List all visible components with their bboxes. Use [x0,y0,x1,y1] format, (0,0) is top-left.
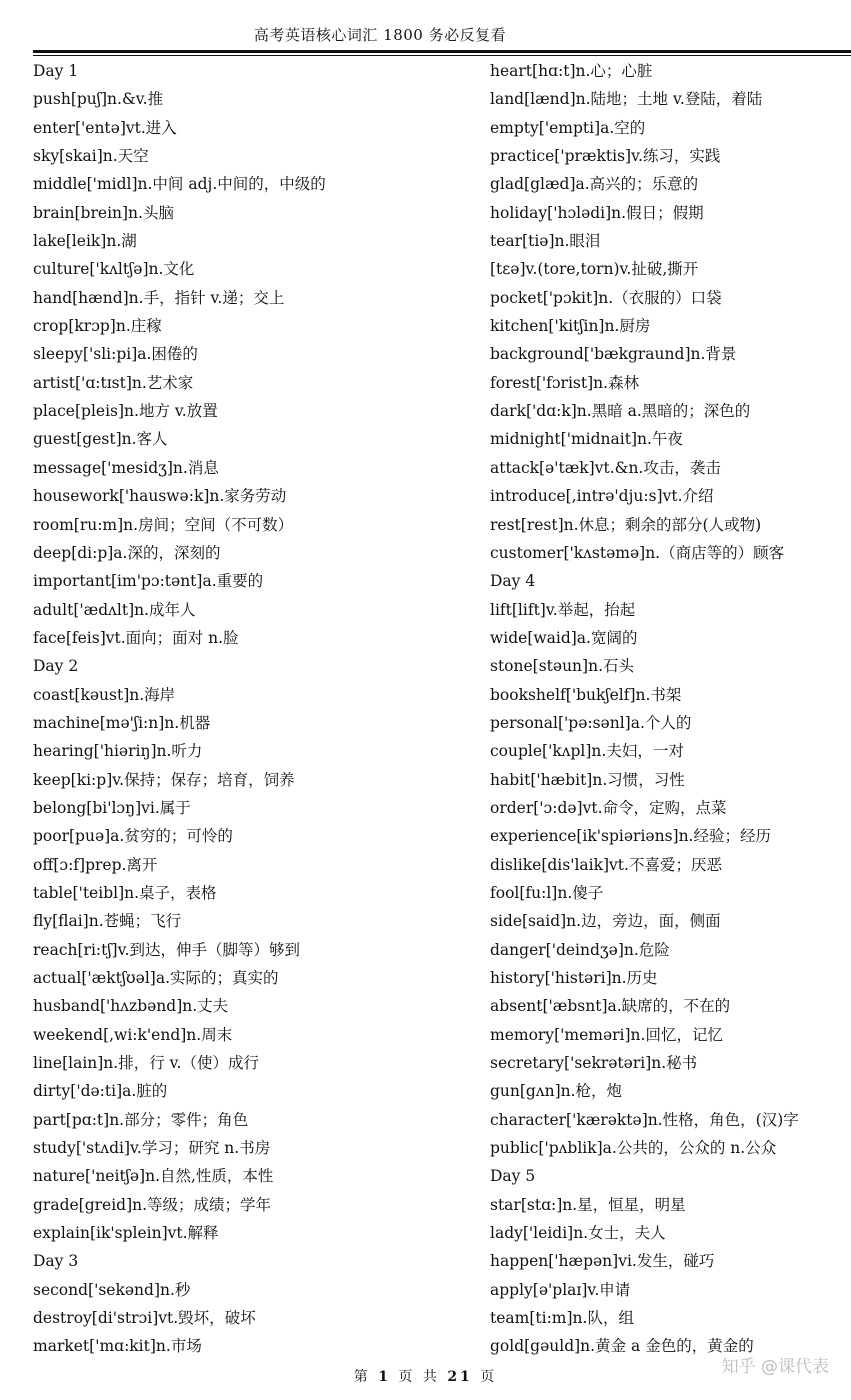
vocab-entry: dirty['də:ti]a.脏的 [33,1082,168,1101]
header-rule-thick [33,50,851,53]
vocab-entry: guest[gest]n.客人 [33,430,168,449]
vocab-entry: fly[flai]n.苍蝇；飞行 [33,912,182,931]
vocab-entry: history['histəri]n.历史 [490,969,658,987]
day-heading: Day 1 [33,62,79,80]
vocab-entry: attack[ə'tæk]vt.&n.攻击，袭击 [490,458,721,477]
vocab-entry: poor[puə]a.贫穷的；可怜的 [33,827,233,846]
vocab-entry: sleepy['sli:pi]a.困倦的 [33,345,198,364]
footer-page-number: 1 [378,1369,391,1385]
vocab-entry: secretary['sekrətəri]n.秘书 [490,1054,698,1073]
vocab-entry: hearing['hiəriŋ]n.听力 [33,742,203,761]
vocab-entry: experience[ik'spiəriəns]n.经验；经历 [490,827,771,846]
vocab-entry: apply[ə'plaɪ]v.申请 [490,1280,631,1299]
vocab-entry: husband['hʌzbənd]n.丈夫 [33,997,229,1016]
vocab-entry: deep[di:p]a.深的，深刻的 [33,543,221,562]
vocab-entry: dark['dɑ:k]n.黑暗 a.黑暗的；深色的 [490,402,751,421]
vocab-entry: nature['neitʃə]n.自然,性质，本性 [33,1167,274,1186]
vocab-entry: star[stɑ:]n.星，恒星，明星 [490,1195,686,1214]
footer-total-pages: 21 [447,1369,473,1385]
day-heading: Day 4 [490,572,536,591]
day-heading: Day 2 [33,657,79,676]
vocab-entry: order['ɔ:də]vt.命令，定购，点菜 [490,798,727,817]
vocab-entry: lake[leik]n.湖 [33,232,137,251]
vocab-entry: character['kærəktə]n.性格，角色，(汉)字 [490,1110,799,1129]
vocab-entry: team[ti:m]n.队，组 [490,1309,634,1328]
vocab-entry: forest['fɔrist]n.森林 [490,373,640,392]
vocab-entry: important[im'pɔ:tənt]a.重要的 [33,572,264,591]
vocab-entry: dislike[dis'laik]vt.不喜爱；厌恶 [490,855,722,874]
vocab-entry: customer['kʌstəmə]n.（商店等的）顾客 [490,543,785,562]
vocab-entry: study['stʌdi]v.学习；研究 n.书房 [33,1139,271,1158]
vocab-entry: memory['meməri]n.回忆，记忆 [490,1025,723,1044]
vocab-entry: machine[mə'ʃi:n]n.机器 [33,713,211,732]
vocab-entry: background['bækgraund]n.背景 [490,345,737,364]
vocab-entry: reach[ri:tʃ]v.到达，伸手（脚等）够到 [33,940,300,959]
vocab-entry: artist['ɑ:tɪst]n.艺术家 [33,373,194,392]
vocab-entry: habit['hæbit]n.习惯，习性 [490,770,685,789]
vocab-entry: destroy[di'strɔi]vt.毁坏，破坏 [33,1309,256,1328]
vocab-entry: introduce[,intrə'dju:s]vt.介绍 [490,487,714,506]
right-column [490,57,851,1361]
vocab-entry: holiday['hɔlədi]n.假日；假期 [490,203,704,222]
vocab-entry: hand[hænd]n.手，指针 v.递；交上 [33,288,285,307]
vocab-entry: grade[greid]n.等级；成绩；学年 [33,1195,272,1214]
vocab-entry: couple['kʌpl]n.夫妇，一对 [490,742,684,761]
vocab-entry: heart[hɑ:t]n.心；心脏 [490,62,653,80]
vocab-entry: land[lænd]n.陆地；土地 v.登陆，着陆 [490,90,763,109]
vocab-entry: keep[ki:p]v.保持；保存；培育，饲养 [33,770,295,789]
vocab-entry: weekend[,wi:k'end]n.周末 [33,1025,233,1044]
vocab-entry: [tεə]v.(tore,torn)v.扯破,撕开 [490,260,699,279]
vocab-entry: brain[brein]n.头脑 [33,203,174,222]
vocab-entry: line[lain]n.排，行 v.（使）成行 [33,1054,259,1073]
vocab-entry: adult['ædʌlt]n.成年人 [33,600,196,619]
vocab-entry: tear[tiə]n.眼泪 [490,232,601,251]
day-heading: Day 3 [33,1252,79,1271]
vocab-entry: practice['præktis]v.练习，实践 [490,147,721,166]
vocab-entry: happen['hæpən]vi.发生，碰巧 [490,1252,715,1271]
vocab-entry: table['teibl]n.桌子，表格 [33,883,217,902]
page-header: 高考英语核心词汇 1800 务必反复看 [253,26,507,44]
vocab-entry: stone[stəun]n.石头 [490,657,634,676]
vocab-entry: culture['kʌltʃə]n.文化 [33,260,195,279]
footer-prefix: 第 [353,1369,371,1385]
vocab-entry: empty['empti]a.空的 [490,118,646,137]
vocab-entry: second['sekənd]n.秒 [33,1280,191,1299]
vocab-entry: middle['midl]n.中间 adj.中间的，中级的 [33,175,326,194]
vocab-entry: pocket['pɔkit]n.（衣服的）口袋 [490,288,722,307]
vocab-entry: enter['entə]vt.进入 [33,118,177,137]
vocab-entry: side[said]n.边，旁边，面，侧面 [490,912,721,931]
vocab-entry: sky[skai]n.天空 [33,147,149,166]
vocab-entry: message['mesidʒ]n.消息 [33,458,219,477]
vocab-entry: housework['hauswə:k]n.家务劳动 [33,487,287,506]
vocab-entry: part[pɑ:t]n.部分；零件；角色 [33,1110,249,1129]
vocab-entry: off[ɔ:f]prep.离开 [33,855,158,874]
vocab-entry: market['mɑ:kit]n.市场 [33,1337,202,1356]
footer-suffix: 页 [480,1369,498,1385]
vocab-entry: personal['pə:sənl]a.个人的 [490,713,692,732]
vocab-entry: bookshelf['bukʃelf]n.书架 [490,685,682,704]
vocab-entry: midnight['midnait]n.午夜 [490,430,683,449]
vocab-entry: lady['leidi]n.女士，夫人 [490,1224,666,1243]
vocab-entry: face[feis]vt.面向；面对 n.脸 [33,628,239,647]
vocab-entry: glad[glæd]a.高兴的；乐意的 [490,175,699,194]
vocab-entry: danger['deindʒə]n.危险 [490,940,670,959]
vocab-entry: room[ru:m]n.房间；空间（不可数） [33,515,294,534]
vocab-entry: wide[waid]a.宽阔的 [490,628,638,647]
vocab-entry: kitchen['kitʃin]n.厨房 [490,317,651,336]
vocab-entry: push[puʃ]n.&v.推 [33,90,164,109]
vocab-entry: gold[gəuld]n.黄金 a 金色的，黄金的 [490,1337,754,1356]
vocab-entry: lift[lift]v.举起，抬起 [490,600,636,619]
vocab-entry: crop[krɔp]n.庄稼 [33,317,162,336]
day-heading: Day 5 [490,1167,536,1186]
left-column [33,57,483,1361]
vocab-entry: absent['æbsnt]a.缺席的，不在的 [490,997,731,1016]
vocab-entry: belong[bi'lɔŋ]vi.属于 [33,798,191,817]
vocab-entry: explain[ik'splein]vt.解释 [33,1224,219,1243]
footer-middle: 页 共 [398,1369,440,1385]
vocab-entry: gun[gʌn]n.枪，炮 [490,1082,623,1101]
vocab-entry: coast[kəust]n.海岸 [33,685,176,704]
vocab-entry: actual['æktʃʊəl]a.实际的；真实的 [33,969,279,987]
vocab-entry: fool[fu:l]n.傻子 [490,883,604,902]
vocab-entry: rest[rest]n.休息；剩余的部分(人或物) [490,515,762,534]
header-rule-thin [33,55,851,56]
vocab-entry: public['pʌblik]a.公共的，公众的 n.公众 [490,1139,777,1158]
zhihu-watermark: 知乎 @课代表 [721,1357,829,1377]
vocab-entry: place[pleis]n.地方 v.放置 [33,402,218,421]
